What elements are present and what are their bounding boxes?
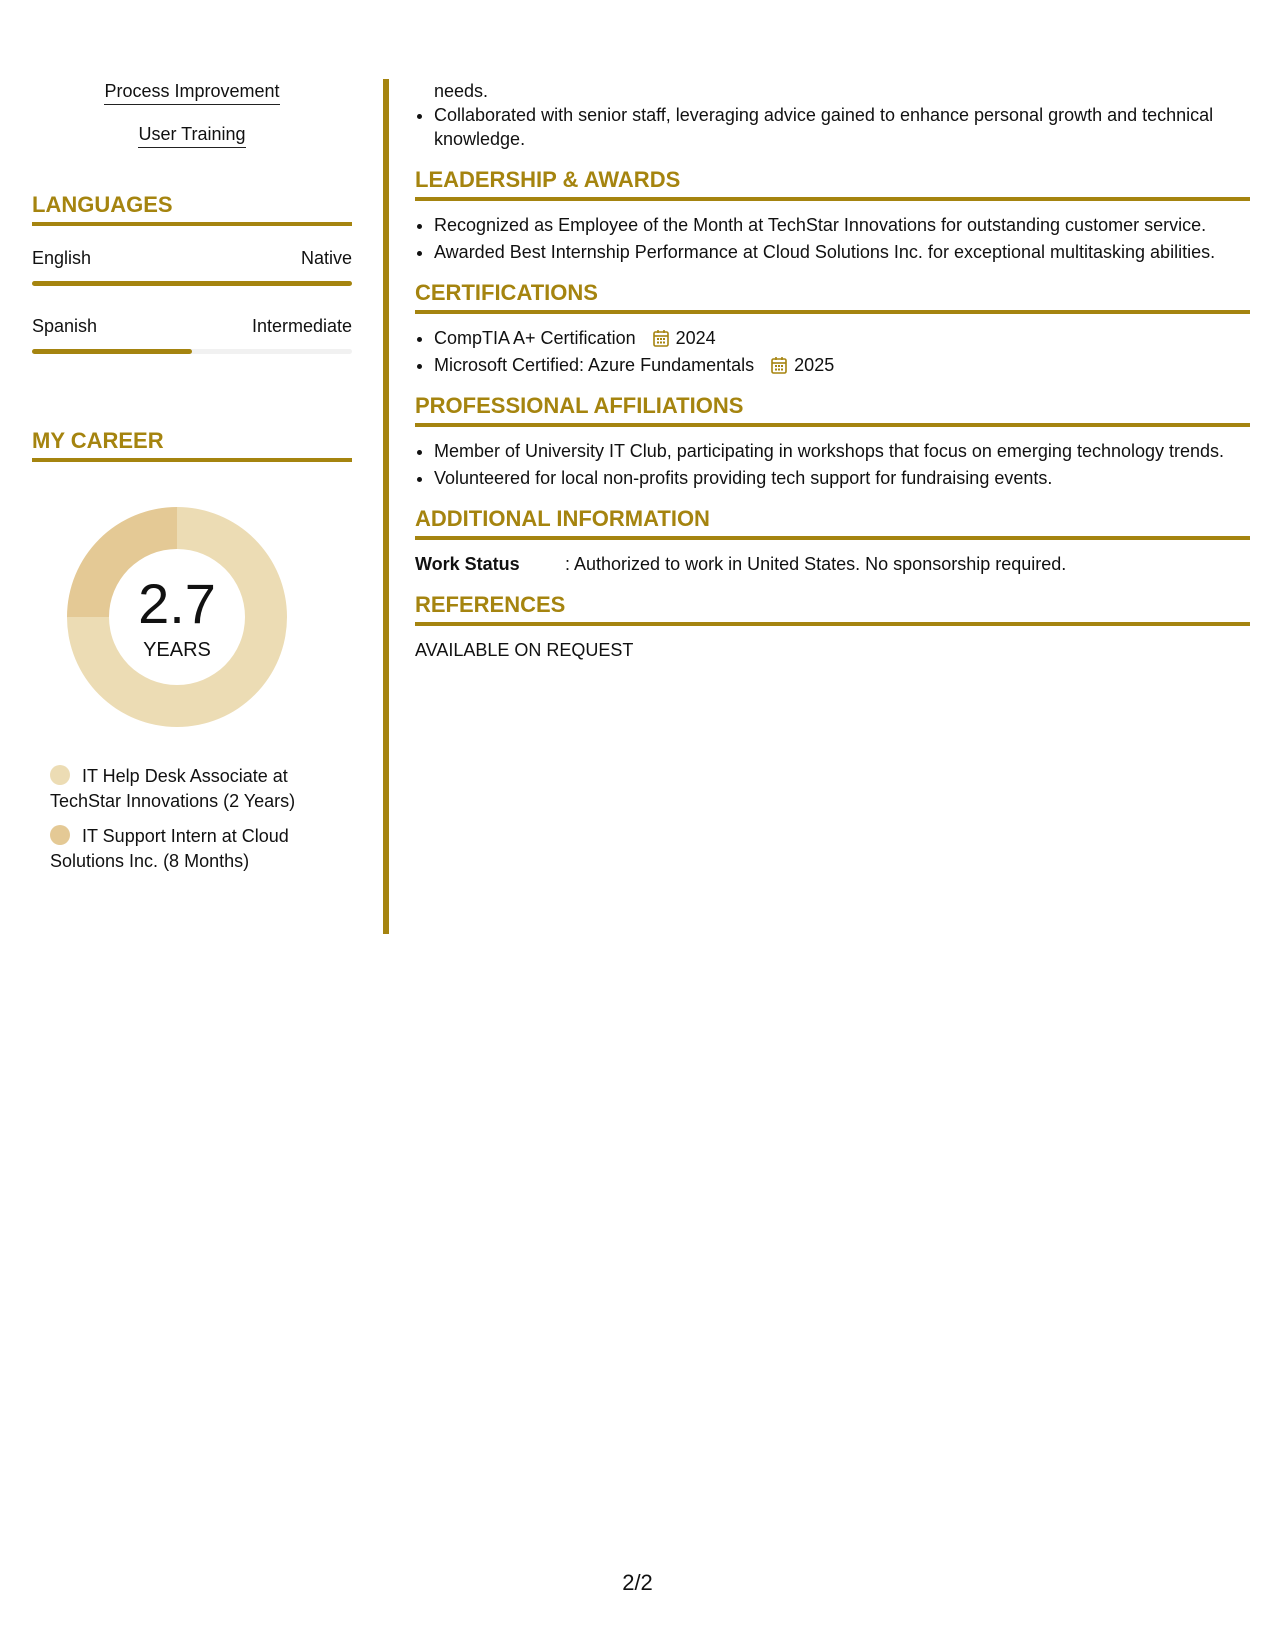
references-section: [415, 592, 1250, 662]
left-column: [32, 80, 352, 884]
career-years-label: YEARS: [143, 639, 211, 661]
certification-name: CompTIA A+ Certification: [434, 328, 636, 348]
certifications-list: [415, 326, 1250, 377]
skills-list: [32, 80, 352, 148]
career-section: [32, 428, 352, 874]
language-proficiency-fill: [32, 281, 352, 286]
language-item: [32, 248, 352, 286]
language-level: Native: [300, 248, 352, 268]
language-name: English: [32, 248, 92, 268]
leadership-title: LEADERSHIP & AWARDS: [415, 167, 1250, 201]
work-status-row: [415, 552, 1250, 576]
affiliations-title: PROFESSIONAL AFFILIATIONS: [415, 393, 1250, 427]
language-name: Spanish: [32, 316, 98, 336]
skill-item: [32, 80, 352, 105]
legend-dot-icon: [50, 765, 70, 785]
career-legend-item: [50, 764, 330, 814]
language-proficiency-bar: [32, 349, 352, 354]
certifications-section: [415, 280, 1250, 377]
references-title: REFERENCES: [415, 592, 1250, 626]
work-status-label: Work Status: [415, 554, 520, 574]
career-total-years: 2.7: [138, 572, 216, 635]
leadership-list: [415, 213, 1250, 264]
language-proficiency-fill: [32, 349, 192, 354]
certification-item: [434, 353, 1250, 377]
skill-label: Process Improvement: [104, 80, 279, 105]
certifications-title: CERTIFICATIONS: [415, 280, 1250, 314]
continued-text: needs.: [434, 81, 489, 101]
languages-section: [32, 192, 352, 354]
bullet-item: • Collaborated with senior staff, leveraging advice gained to enhance personal growth and technical knowledge.: [434, 103, 1250, 151]
affiliations-section: [415, 393, 1250, 490]
languages-title: LANGUAGES: [32, 192, 352, 226]
language-item: [32, 316, 352, 354]
skill-item: [32, 123, 352, 148]
skill-label: User Training: [138, 123, 245, 148]
career-title: MY CAREER: [32, 428, 352, 462]
bullet-item: • Awarded Best Internship Performance at Cloud Solutions Inc. for exceptional multitasking abilities.: [434, 240, 1250, 264]
bullet-item: • Volunteered for local non-profits providing tech support for fundraising events.: [434, 466, 1250, 490]
additional-info-section: [415, 506, 1250, 576]
column-divider: [383, 79, 389, 934]
calendar-icon: [653, 329, 669, 347]
career-legend: [50, 764, 330, 874]
legend-dot-icon: [50, 825, 70, 845]
certification-year: 2025: [794, 355, 835, 375]
calendar-icon: [771, 356, 787, 374]
work-status-value: : Authorized to work in United States. No sponsorship required.: [565, 554, 1067, 574]
references-text: AVAILABLE ON REQUEST: [415, 640, 634, 660]
leadership-section: [415, 167, 1250, 264]
language-level: Intermediate: [251, 316, 352, 336]
language-proficiency-bar: [32, 281, 352, 286]
page-number: 2/2: [622, 1570, 653, 1595]
bullet-item: • Recognized as Employee of the Month at TechStar Innovations for outstanding customer service.: [434, 213, 1250, 237]
continued-bullet-list: [415, 103, 1250, 151]
bullet-item: • Member of University IT Club, participating in workshops that focus on emerging technology trends.: [434, 439, 1250, 463]
additional-info-title: ADDITIONAL INFORMATION: [415, 506, 1250, 540]
career-legend-label: IT Help Desk Associate at TechStar Innovations (2 Years): [50, 766, 296, 811]
career-legend-item: [50, 824, 330, 874]
career-legend-label: IT Support Intern at Cloud Solutions Inc. (8 Months): [50, 826, 289, 871]
right-column: [415, 79, 1250, 662]
certification-name: Microsoft Certified: Azure Fundamentals: [434, 355, 755, 375]
affiliations-list: [415, 439, 1250, 490]
certification-item: [434, 326, 1250, 350]
career-donut-chart: [62, 502, 292, 732]
certification-year: 2024: [675, 328, 716, 348]
